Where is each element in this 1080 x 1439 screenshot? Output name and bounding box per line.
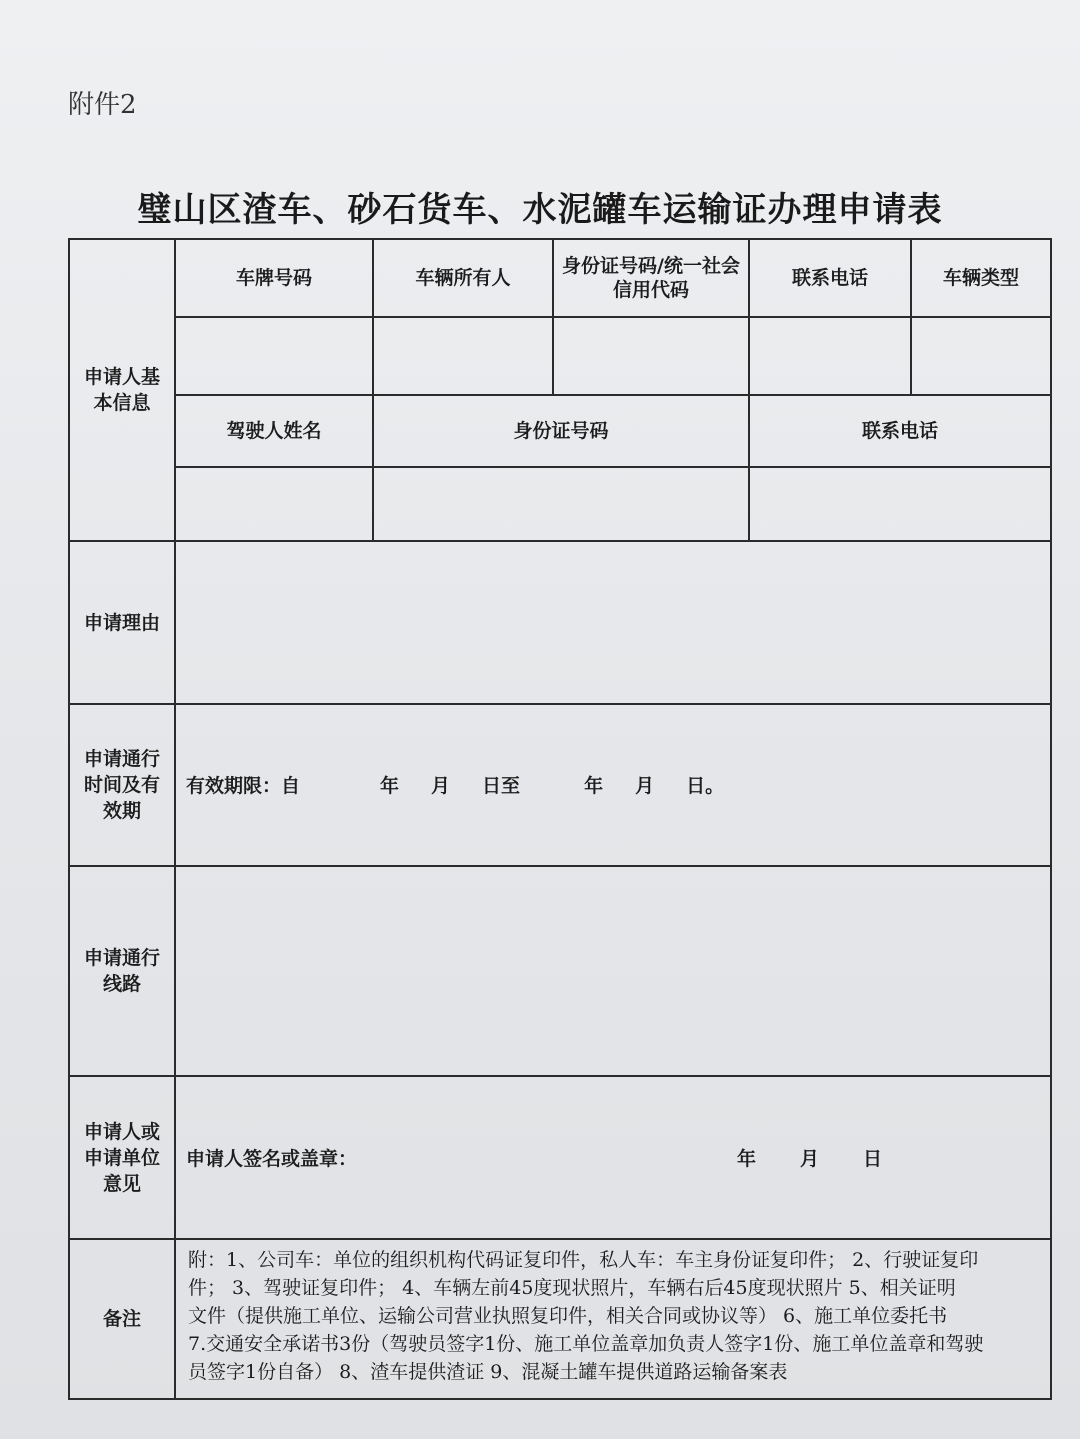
validity-prefix: 有效期限：自 — [186, 775, 301, 798]
header-driver-id: 身份证号码 — [373, 395, 749, 467]
remarks-line: 员签字1份自备） 8、渣车提供渣证 9、混凝土罐车提供道路运输备案表 — [188, 1360, 788, 1383]
driver-id-field[interactable] — [373, 467, 749, 541]
remarks-line: 附：1、公司车：单位的组织机构代码证复印件，私人车：车主身份证复印件； 2、行驶证复印 — [188, 1248, 979, 1271]
remarks-label: 备注 — [102, 1307, 141, 1330]
header-id-or-credit-code-text: 身份证号码/统一社会信用代码 — [562, 255, 740, 302]
header-phone: 联系电话 — [749, 239, 911, 317]
period-label: 申请通行时间及有效期 — [83, 747, 160, 822]
validity-line — [186, 771, 1050, 798]
application-form-table — [68, 238, 1052, 1400]
validity-year-2: 年 — [584, 775, 604, 798]
header-driver-name: 驾驶人姓名 — [175, 395, 373, 467]
header-plate-number: 车牌号码 — [175, 239, 373, 317]
period-field[interactable] — [175, 704, 1051, 866]
validity-day-end: 日。 — [686, 775, 725, 798]
validity-year-1: 年 — [380, 775, 400, 798]
validity-day-to: 日至 — [482, 775, 521, 798]
header-vehicle-type: 车辆类型 — [911, 239, 1051, 317]
signature-year: 年 — [737, 1148, 757, 1170]
signature-day: 日 — [863, 1148, 883, 1170]
page-title: 璧山区渣车、砂石货车、水泥罐车运输证办理申请表 — [137, 190, 943, 230]
header-vehicle-owner: 车辆所有人 — [373, 239, 553, 317]
signature-label: 申请人签名或盖章： — [186, 1148, 358, 1170]
period-label-cell — [69, 704, 175, 866]
header-driver-phone: 联系电话 — [749, 395, 1051, 467]
opinion-label: 申请人或申请单位意见 — [83, 1120, 160, 1195]
driver-phone-field[interactable] — [749, 467, 1051, 541]
id-or-credit-code-field[interactable] — [553, 317, 749, 395]
validity-month-1: 月 — [431, 775, 451, 798]
header-id-or-credit-code — [553, 239, 749, 317]
remarks-content — [175, 1239, 1051, 1399]
remarks-line: 件； 3、驾驶证复印件； 4、车辆左前45度现状照片，车辆右后45度现状照片 5、相关证明 — [188, 1276, 956, 1299]
remarks-label-cell — [69, 1239, 175, 1399]
opinion-label-cell — [69, 1076, 175, 1238]
route-field[interactable] — [175, 866, 1051, 1076]
route-label-cell — [69, 866, 175, 1076]
route-label: 申请通行线路 — [83, 947, 160, 996]
vehicle-owner-field[interactable] — [373, 317, 553, 395]
validity-month-2: 月 — [635, 775, 655, 798]
basic-info-label: 申请人基本信息 — [83, 366, 160, 415]
remarks-line: 7.交通安全承诺书3份（驾驶员签字1份、施工单位盖章加负责人签字1份、施工单位盖章和驾驶 — [188, 1332, 984, 1355]
opinion-field[interactable] — [175, 1076, 1051, 1238]
vehicle-type-field[interactable] — [911, 317, 1051, 395]
basic-info-label-cell — [69, 239, 175, 541]
driver-name-field[interactable] — [175, 467, 373, 541]
attachment-label: 附件2 — [68, 90, 137, 120]
signature-line — [186, 1144, 1050, 1171]
remarks-line: 文件（提供施工单位、运输公司营业执照复印件，相关合同或协议等） 6、施工单位委托书 — [188, 1304, 948, 1327]
signature-month: 月 — [800, 1148, 820, 1170]
reason-field[interactable] — [175, 541, 1051, 703]
plate-number-field[interactable] — [175, 317, 373, 395]
phone-field[interactable] — [749, 317, 911, 395]
reason-label: 申请理由 — [83, 611, 160, 634]
reason-label-cell — [69, 541, 175, 703]
